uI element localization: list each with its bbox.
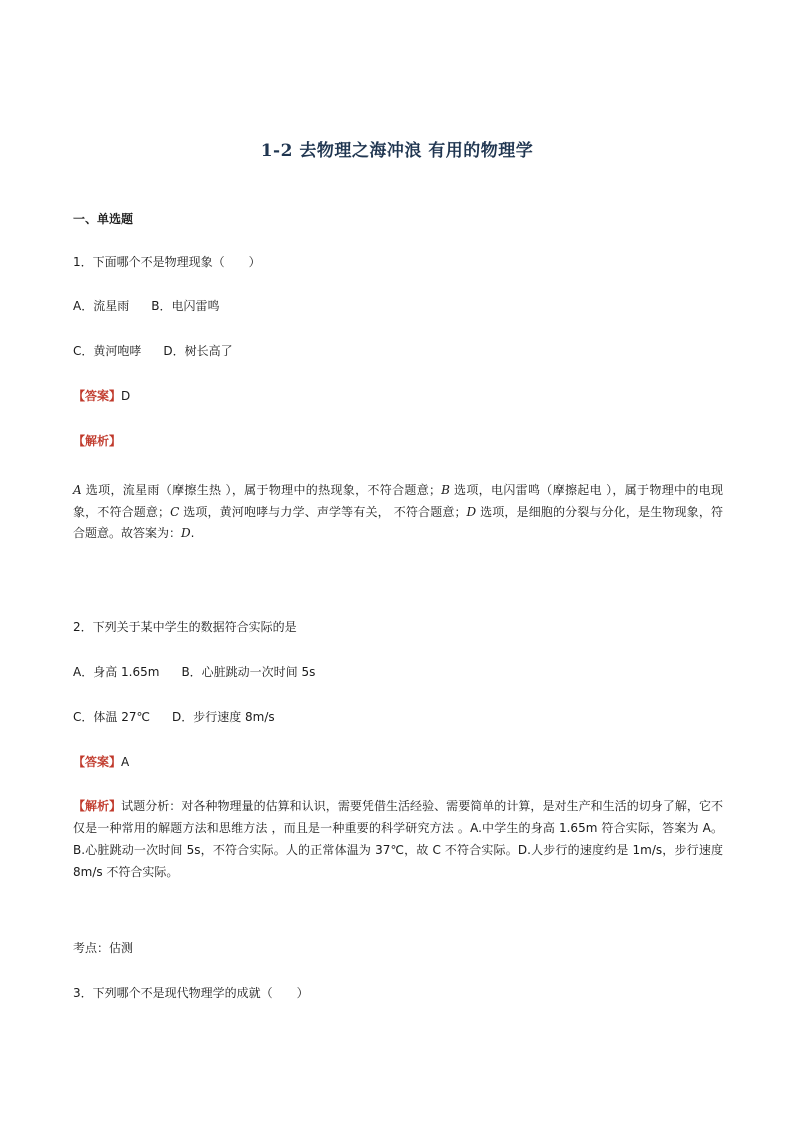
question-2-stem: 2．下列关于某中学生的数据符合实际的是 — [73, 620, 297, 634]
answer-label: 【答案】 — [73, 389, 122, 403]
question-1-analysis-text: A 选项，流星雨（摩擦生热 ），属于物理中的热现象，不符合题意；B 选项，电闪雷鸣（摩擦起电 ），属于物理中的电现象，不符合题意；C 选项，黄河咆哮与力学、声学等有关， 不符合题意；D 选项，是细胞的分裂与分化，是生物现象，符合题意。故答案为：D. — [73, 483, 723, 540]
answer-label: 【答案】 — [73, 755, 122, 769]
question-2-option-c: C．体温 27℃ — [73, 710, 150, 724]
question-2-options-ab — [73, 664, 315, 680]
question-1-answer — [73, 388, 130, 404]
analysis-label: 【解析】 — [73, 799, 122, 813]
answer-value: D — [121, 389, 131, 403]
question-2-analysis — [73, 795, 723, 883]
question-1-stem: 1．下面哪个不是物理现象（ ） — [73, 255, 261, 269]
question-1-option-d: D．树长高了 — [163, 344, 233, 358]
analysis-text: 试题分析：对各种物理量的估算和认识，需要凭借生活经验、需要简单的计算，是对生产和生活的切身了解，它不仅是一种常用的解题方法和思维方法 ，而且是一种重要的科学研究方法 。A.中学生的身高 1.65m 符合实际，答案为 A。B.心脏跳动一次时间 5s，不符合实际。人的正常体温为 37℃，故 C 不符合实际。D.人步行的速度约是 1m/s，步行速度 8m/s 不符合实际。 — [73, 799, 723, 879]
question-1-options-ab — [73, 298, 219, 314]
question-1-option-b: B．电闪雷鸣 — [151, 299, 220, 313]
question-2-option-a: A．身高 1.65m — [73, 665, 160, 679]
question-2-options-cd — [73, 709, 275, 725]
answer-value: A — [121, 755, 130, 769]
question-1-analysis-label — [73, 433, 121, 449]
section-heading: 一、单选题 — [73, 212, 134, 226]
question-1-options-cd — [73, 343, 233, 359]
question-1-option-c: C．黄河咆哮 — [73, 344, 142, 358]
question-1-option-a: A．流星雨 — [73, 299, 130, 313]
question-2-kaodian: 考点：估测 — [73, 941, 134, 955]
analysis-label: 【解析】 — [73, 434, 122, 448]
question-2-option-b: B．心脏跳动一次时间 5s — [181, 665, 316, 679]
page-title: 1-2 去物理之海冲浪 有用的物理学 — [260, 141, 534, 161]
question-2-answer — [73, 754, 129, 770]
question-3-stem: 3．下列哪个不是现代物理学的成就（ ） — [73, 986, 309, 1000]
question-2-option-d: D．步行速度 8m/s — [171, 710, 275, 724]
